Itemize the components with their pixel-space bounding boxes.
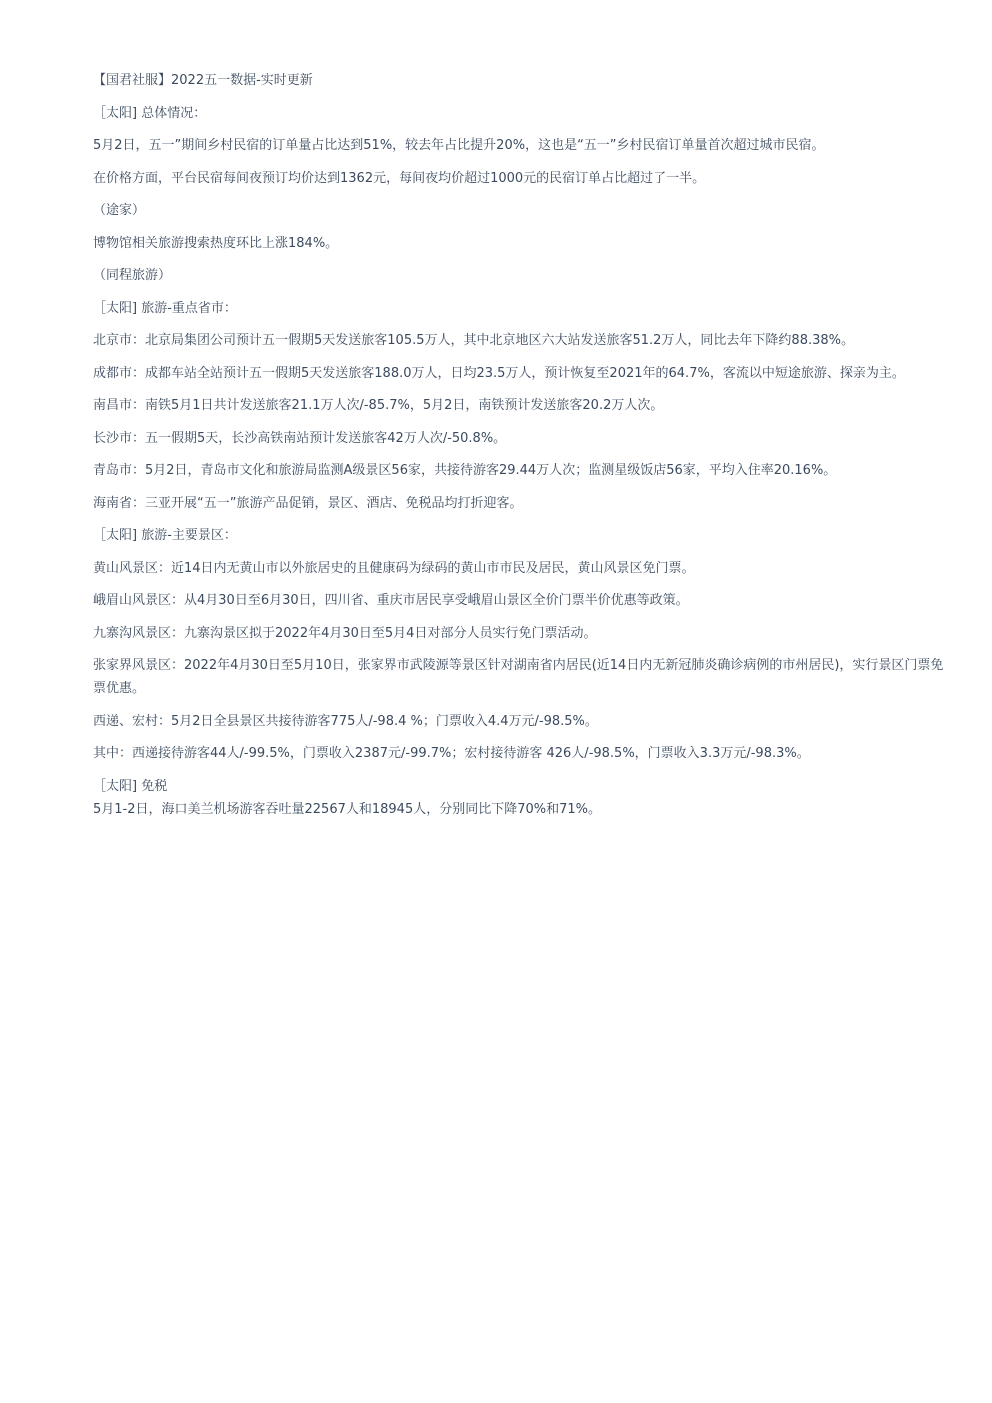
- paragraph-price: 在价格方面，平台民宿每间夜预订均价达到1362元，每间夜均价超过1000元的民宿订单占比超过了一半。: [93, 170, 706, 186]
- paragraph-beijing: 北京市：北京局集团公司预计五一假期5天发送旅客105.5万人，其中北京地区六大站发送旅客51.2万人，同比去年下降约88.38%。: [93, 333, 855, 348]
- section-heading-overview: ［太阳] 总体情况：: [93, 105, 207, 121]
- paragraph-nanchang: 南昌市：南铁5月1日共计发送旅客21.1万人次/-85.7%，5月2日，南铁预计发送旅客20.2万人次。: [93, 398, 664, 413]
- paragraph-xidi-hongcun-detail: 其中：西递接待游客44人/-99.5%，门票收入2387元/-99.7%；宏村接待游客 426人/-98.5%，门票收入3.3万元/-98.3%。: [93, 746, 810, 761]
- paragraph-hainan: 海南省：三亚开展“五一”旅游产品促销，景区、酒店、免税品均打折迎客。: [93, 495, 523, 511]
- paragraph-rural-homestay: 5月2日，五一”期间乡村民宿的订单量占比达到51%，较去年占比提升20%，这也是“五一”乡村民宿订单量首次超过城市民宿。: [93, 138, 825, 153]
- paragraph-changsha: 长沙市：五一假期5天，长沙高铁南站预计发送旅客42万人次/-50.8%。: [93, 430, 507, 446]
- source-tujia: （途家）: [93, 203, 146, 218]
- paragraph-emeishan: 峨眉山风景区：从4月30日至6月30日，四川省、重庆市居民享受峨眉山景区全价门票半价优惠等政策。: [93, 593, 689, 608]
- section-heading-duty-free: ［太阳] 免税: [93, 778, 168, 794]
- document-body: [93, 69, 945, 821]
- paragraph-xidi-hongcun: 西递、宏村：5月2日全县景区共接待游客775人/-98.4 %；门票收入4.4万元/-98.5%。: [93, 713, 598, 729]
- paragraph-zhangjiajie: 张家界风景区：2022年4月30日至5月10日，张家界市武陵源等景区针对湖南省内居民(近14日内无新冠肺炎确诊病例的市州居民)，实行景区门票免票优惠。: [93, 658, 944, 696]
- paragraph-chengdu: 成都市：成都车站全站预计五一假期5天发送旅客188.0万人，日均23.5万人，预计恢复至2021年的64.7%，客流以中短途旅游、探亲为主。: [93, 365, 905, 381]
- source-tongcheng: （同程旅游）: [93, 268, 172, 283]
- paragraph-haikou-airport: 5月1-2日，海口美兰机场游客吞吐量22567人和18945人，分别同比下降70%和71%。: [93, 801, 602, 817]
- paragraph-qingdao: 青岛市：5月2日，青岛市文化和旅游局监测A级景区56家，共接待游客29.44万人次；监测星级饭店56家，平均入住率20.16%。: [93, 463, 837, 478]
- paragraph-museum: 博物馆相关旅游搜索热度环比上涨184%。: [93, 235, 339, 251]
- paragraph-jiuzhaigou: 九寨沟风景区：九寨沟景区拟于2022年4月30日至5月4日对部分人员实行免门票活动。: [93, 625, 597, 641]
- section-heading-key-cities: ［太阳] 旅游-重点省市：: [93, 300, 237, 316]
- document-title: 【国君社服】2022五一数据-实时更新: [93, 73, 313, 88]
- section-heading-scenic-spots: ［太阳] 旅游-主要景区：: [93, 528, 237, 543]
- paragraph-huangshan: 黄山风景区：近14日内无黄山市以外旅居史的且健康码为绿码的黄山市市民及居民，黄山风景区免门票。: [93, 560, 695, 576]
